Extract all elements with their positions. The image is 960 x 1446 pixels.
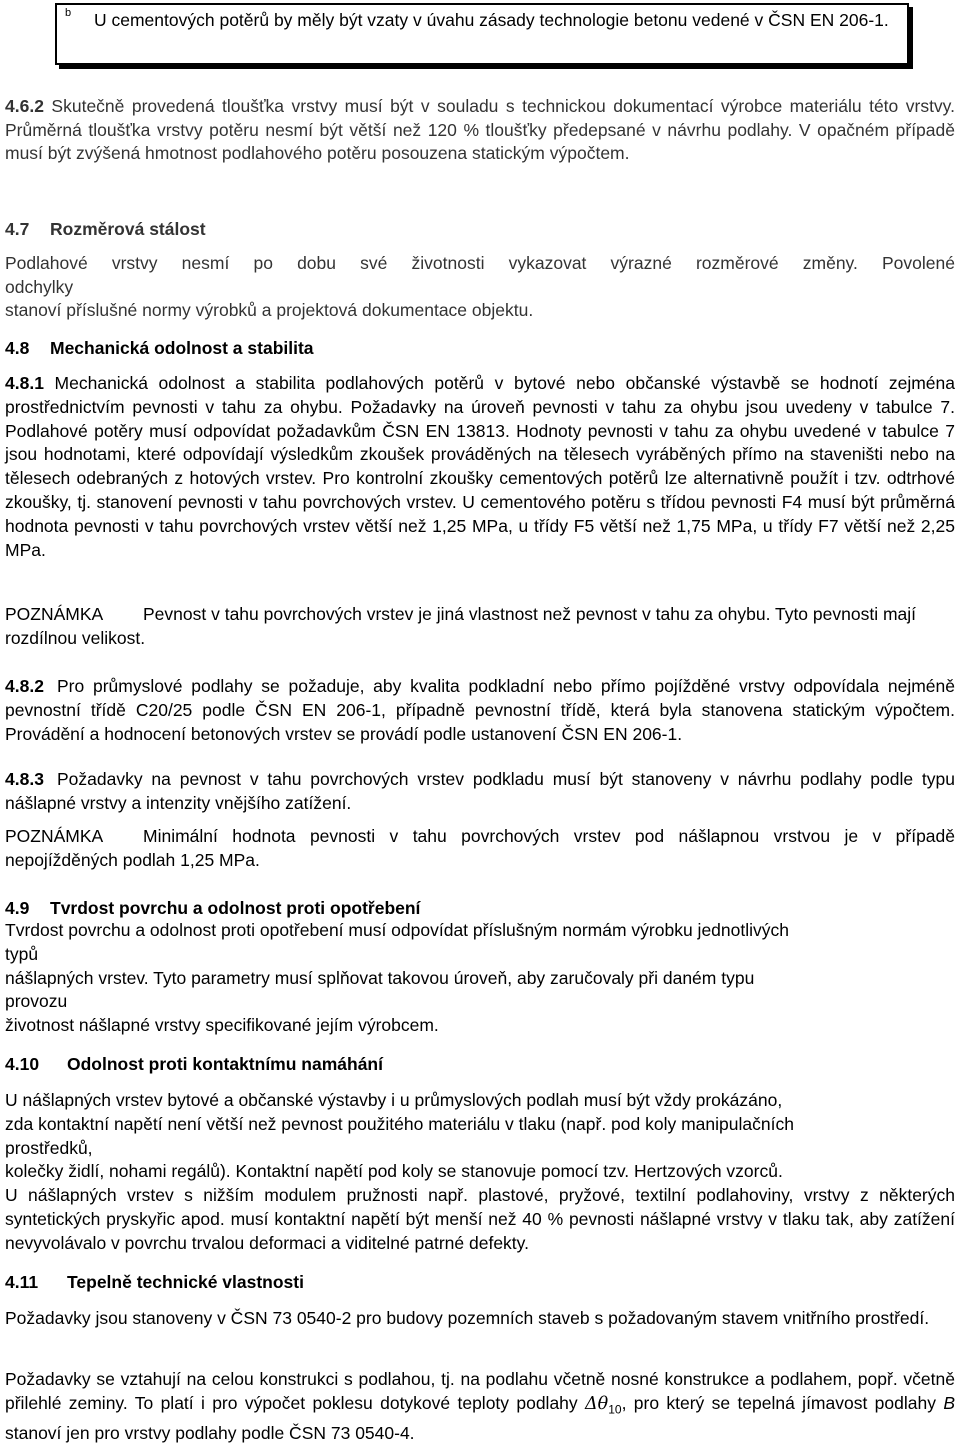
section-4-8-2 — [5, 675, 955, 746]
paragraph-line: Tvrdost povrchu a odolnost proti opotřebení musí odpovídat příslušným normám výrobku jednotlivých — [5, 920, 789, 940]
clause-text: Pro průmyslové podlahy se požaduje, aby kvalita podkladní nebo přímo pojížděné vrstvy odpovídala nejméně pevnostní třídě C20/25 podle ČSN EN 206-1, případně pevnostní třídě, která byla stanovena statickým výpočtem. Provádění a hodnocení betonových vrstev se provádí podle ustanovení ČSN EN 206-1. — [5, 676, 955, 744]
section-4-6-2 — [5, 95, 955, 166]
paragraph-line: nášlapných vrstev. Tyto parametry musí splňovat takovou úroveň, aby zaručovaly při daném typu — [5, 967, 755, 988]
clause-number: 4.6.2 — [5, 96, 44, 116]
clause-number: 4.8.2 — [5, 676, 44, 696]
clause-number: 4.8.3 — [5, 769, 44, 789]
paragraph-text: , pro který se tepelná jímavost podlahy — [621, 1392, 936, 1413]
heading-title: Rozměrová stálost — [50, 219, 206, 239]
section-4-8-1 — [5, 372, 955, 562]
heading-4-10 — [5, 1052, 955, 1076]
boxed-note — [55, 3, 909, 65]
note-text: Minimální hodnota pevnosti v tahu povrchových vrstev pod nášlapnou vrstvou je v případě nepojížděných podlah 1,25 MPa. — [5, 826, 955, 870]
heading-title: Mechanická odolnost a stabilita — [50, 338, 314, 358]
note-label: POZNÁMKA — [5, 604, 104, 624]
clause-number: 4.8.1 — [5, 373, 44, 393]
heading-4-9 — [5, 896, 955, 920]
section-4-7-body — [5, 252, 955, 323]
paragraph-line: životnost nášlapné vrstvy specifikované jejím výrobcem. — [5, 1015, 439, 1036]
heading-title: Tvrdost povrchu a odolnost proti opotřebení — [50, 898, 421, 918]
paragraph-line: provozu — [5, 991, 68, 1012]
note-label: POZNÁMKA — [5, 826, 104, 846]
clause-text: Mechanická odolnost a stabilita podlahových potěrů v bytové nebo občanské výstavbě se hodnotí zejména prostřednictvím pevnosti v tahu za ohybu. Požadavky na úroveň pevnosti v tahu za ohybu jsou uvedeny v tabulce 7. Podlahové potěry musí odpovídat požadavkům ČSN EN 13813. Hodnoty pevnosti v tahu za ohybu uvedené v tabulce 7 jsou hodnotami, které odpovídají výsledkům zkoušek prováděných na tělesech vyráběných přímo na staveništi nebo na tělesech odebraných z hotových vrstev. Pro kontrolní zkoušky cementových potěrů lze alternativně použít i tzv. odtrhové zkoušky, tj. stanovení pevnosti v tahu povrchových vrstev. U cementového potěru s třídou pevnosti F4 musí být průměrná hodnota pevnosti v tahu povrchových vrstev větší než 1,25 MPa, u třídy F5 větší než 1,75 MPa, u třídy F7 větší než 2,25 MPa. — [5, 373, 955, 560]
paragraph-text: U nášlapných vrstev s nižším modulem pružnosti např. plastové, pryžové, textilní podlahoviny, vrstvy z některých syntetických pryskyřic apod. musí kontaktní napětí být menší než 40 % pevnosti nášlapné vrstvy v tlaku tak, aby zatížení nevyvolávalo v povrchu trvalou deformaci a viditelné patrné defekty. — [5, 1185, 955, 1253]
section-4-11-p2 — [5, 1368, 955, 1446]
paragraph-text: Požadavky se vztahují na celou konstrukci s podlahou, tj. na podlahu včetně nosné konstrukce a podlahem, popř. včetně přilehlé zeminy. To platí i pro výpočet poklesu dotykové teploty podlahy — [5, 1369, 955, 1413]
section-4-11-p1 — [5, 1307, 955, 1331]
paragraph-line: prostředků, — [5, 1137, 93, 1158]
clause-text: Požadavky na pevnost v tahu povrchových vrstev podkladu musí být stanoveny v návrhu podlahy podle typu nášlapné vrstvy a intenzity vnějšího zatížení. — [5, 769, 955, 813]
heading-title: Tepelně technické vlastnosti — [67, 1272, 304, 1292]
symbol-subscript: 10 — [608, 1402, 622, 1417]
heading-number: 4.9 — [5, 898, 30, 918]
paragraph-line: odchylky — [5, 276, 74, 297]
section-4-9-body — [5, 919, 955, 1038]
note-text: Pevnost v tahu povrchových vrstev je jiná vlastnost než pevnost v tahu za ohybu. Tyto pevnosti mají rozdílnou velikost. — [5, 604, 917, 648]
note-marker: b — [65, 7, 72, 19]
paragraph-line: zda kontaktní napětí není větší než pevnost použitého materiálu v tlaku (např. pod koly manipulačních — [5, 1113, 794, 1134]
heading-number: 4.11 — [5, 1272, 39, 1292]
heading-number: 4.8 — [5, 338, 30, 358]
note-text: U cementových potěrů by měly být vzaty v úvahu zásady technologie betonu vedené v ČSN EN 206-1. — [94, 10, 889, 30]
note-1 — [5, 603, 955, 651]
heading-4-7 — [5, 217, 955, 241]
clause-text: Skutečně provedená tloušťka vrstvy musí být v souladu s technickou dokumentací výrobce materiálu této vrstvy. Průměrná tloušťka vrstvy potěru nesmí být větší než 120 % tloušťky předepsané v návrhu podlahy. V opačném případě musí být zvýšená hmotnost podlahového potěru posouzena statickým výpočtem. — [5, 96, 956, 163]
section-4-8-3 — [5, 768, 955, 816]
section-4-10-body — [5, 1089, 955, 1256]
heading-4-8 — [5, 336, 955, 360]
note-2 — [5, 825, 955, 873]
heading-title: Odolnost proti kontaktnímu namáhání — [67, 1054, 383, 1074]
paragraph-line: typů — [5, 943, 39, 964]
heading-number: 4.10 — [5, 1054, 40, 1074]
heading-4-11 — [5, 1270, 955, 1294]
heading-number: 4.7 — [5, 219, 30, 239]
paragraph-line: U nášlapných vrstev bytové a občanské výstavby i u průmyslových podlah musí být vždy prokázáno, — [5, 1090, 783, 1110]
paragraph-line: Podlahové vrstvy nesmí po dobu své životnosti vykazovat výrazné rozměrové změny. Povolené — [5, 253, 955, 273]
paragraph-line: kolečky židlí, nohami regálů). Kontaktní napětí pod koly se stanovuje pomocí tzv. Hertzových vzorců. — [5, 1161, 783, 1182]
variable-b: B — [943, 1392, 955, 1413]
delta-theta-symbol: Δθ — [585, 1393, 609, 1414]
paragraph-text: Požadavky jsou stanoveny v ČSN 73 0540-2 pro budovy pozemních staveb s požadovaným stavem vnitřního prostředí. — [5, 1308, 930, 1328]
paragraph-text: stanoví jen pro vrstvy podlahy podle ČSN 73 0540-4. — [5, 1423, 415, 1444]
paragraph-line: stanoví příslušné normy výrobků a projektová dokumentace objektu. — [5, 300, 534, 320]
